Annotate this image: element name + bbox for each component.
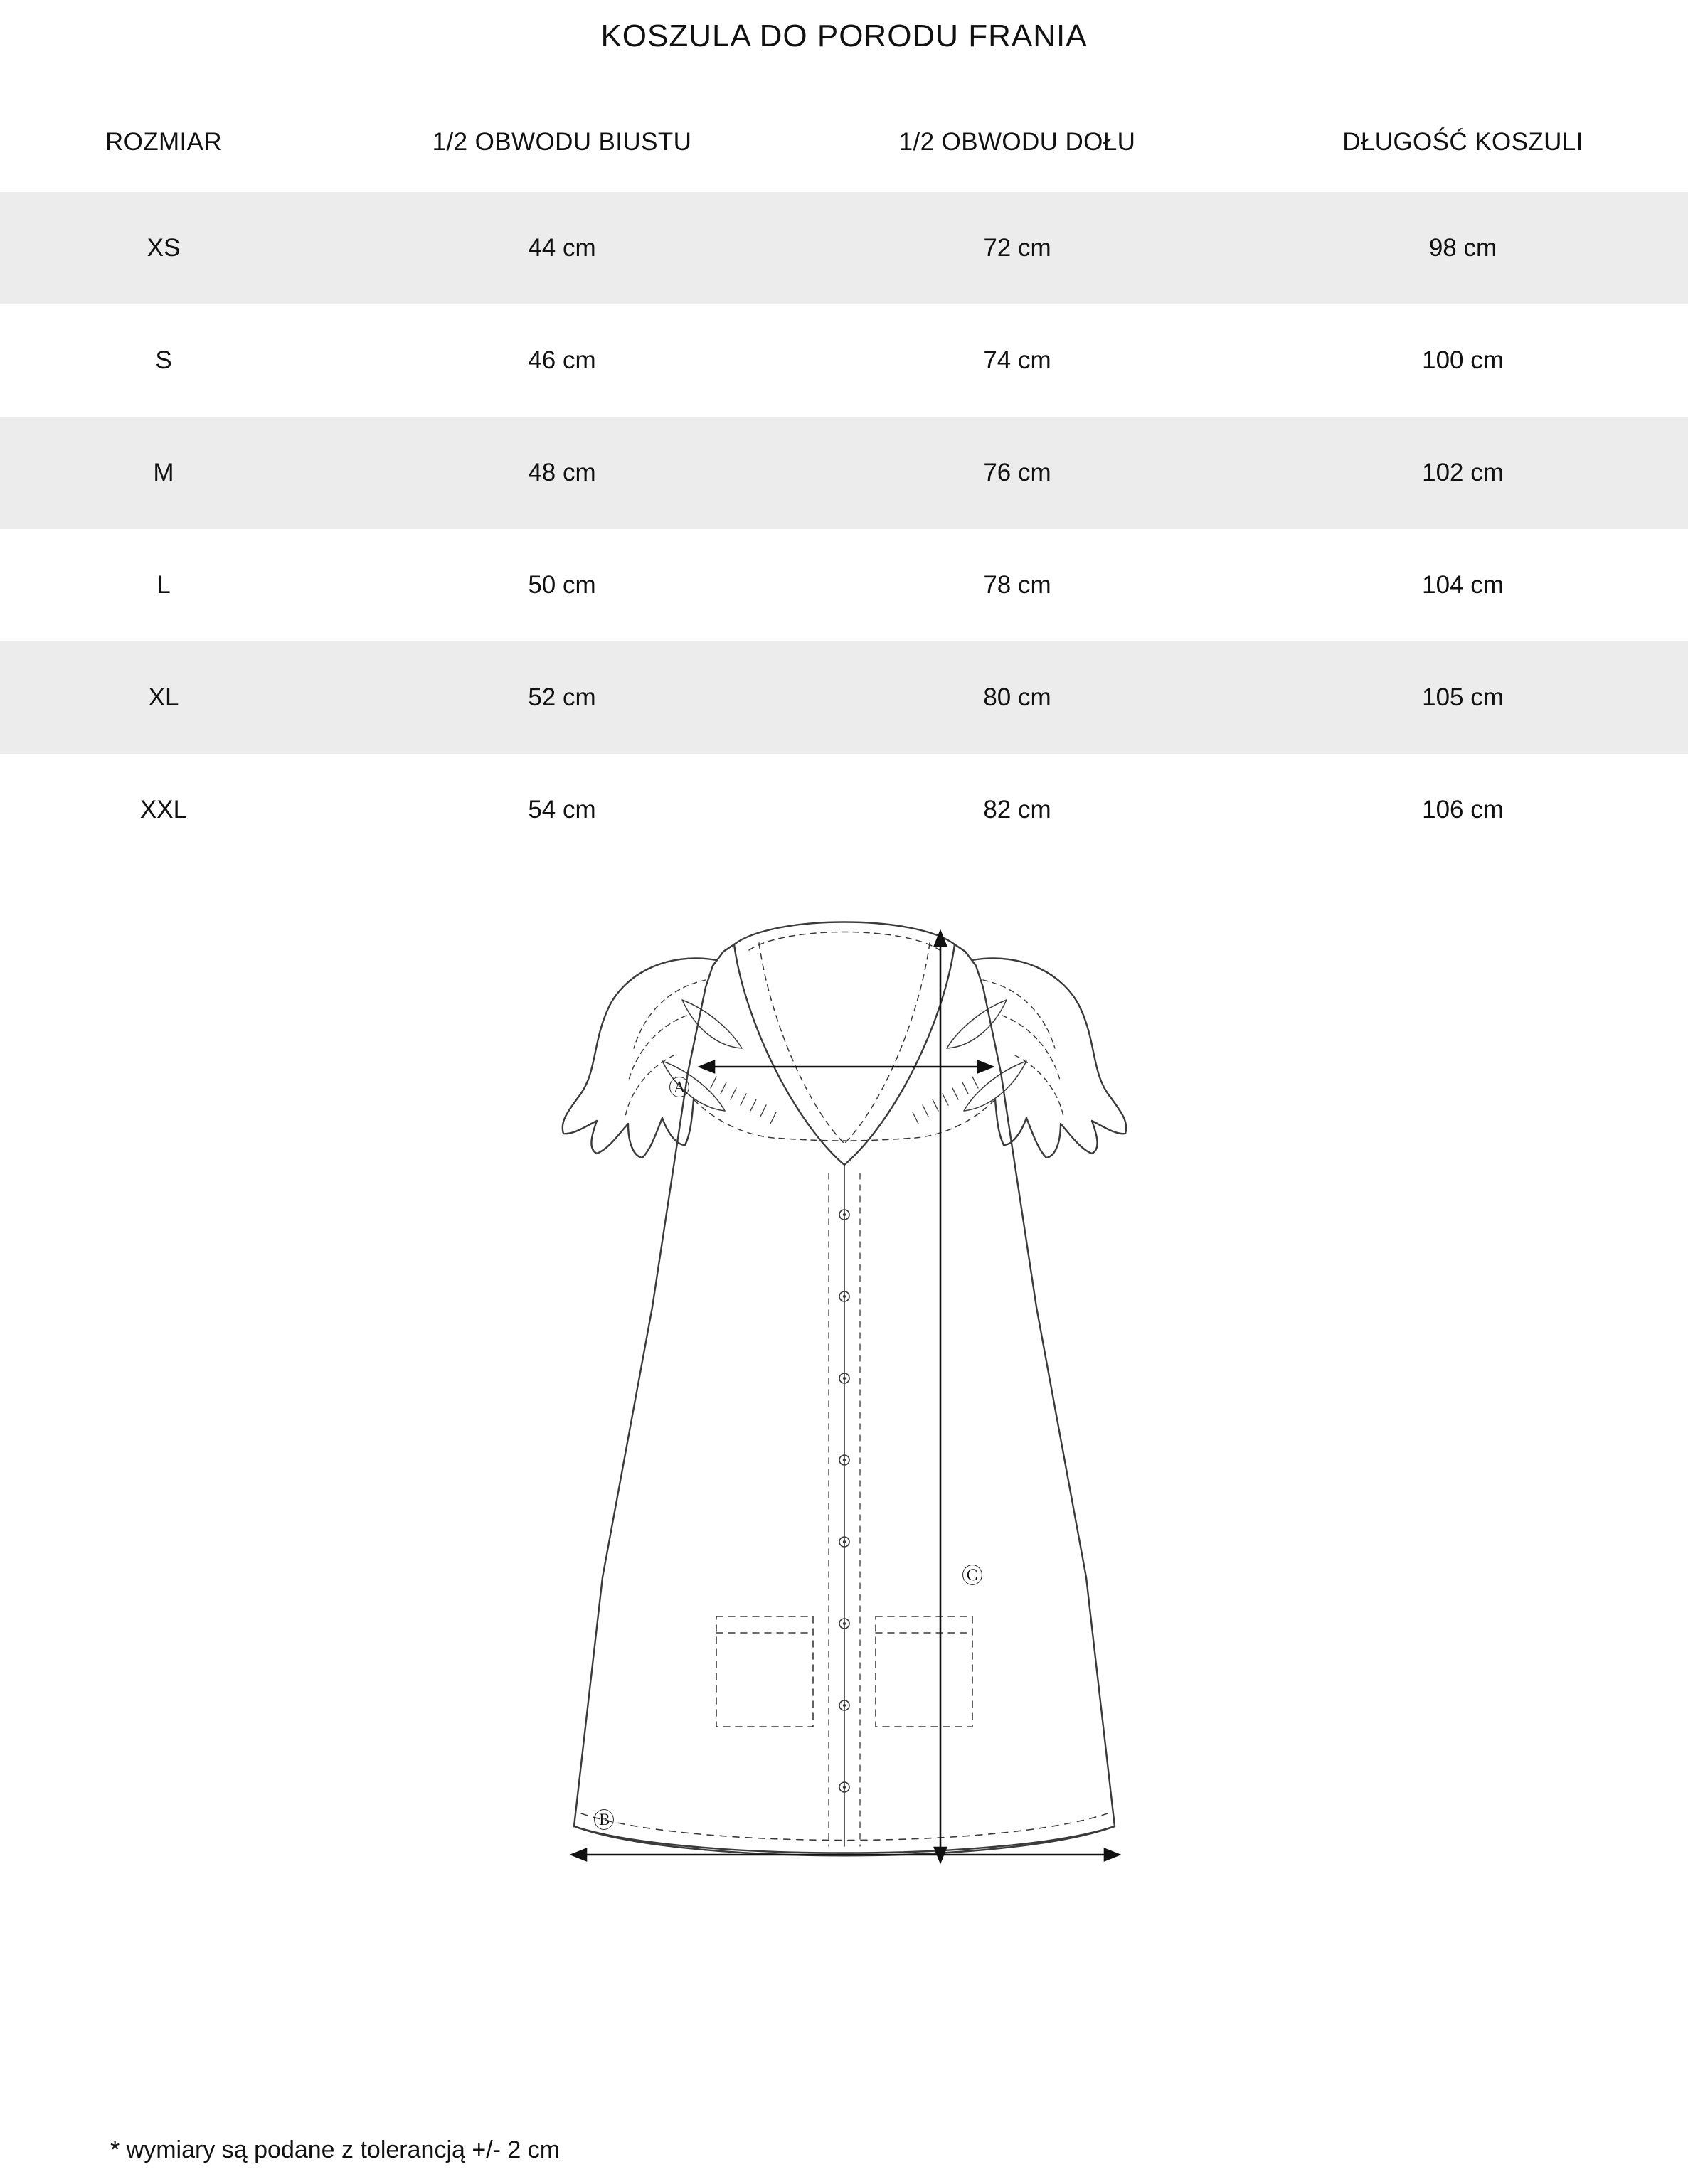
cell-bust: 44 cm [528,234,596,262]
cell-bottom: 76 cm [983,459,1051,486]
table-row [0,304,1688,417]
column-header-size: ROZMIAR [105,128,223,156]
cell-length: 104 cm [1422,571,1504,599]
column-header-length: DŁUGOŚĆ KOSZULI [1342,128,1583,156]
table-header-row [0,128,1688,192]
garment-technical-drawing [346,909,1342,2075]
cell-size: XL [148,683,179,711]
cell-size: XS [147,234,181,262]
cell-length: 102 cm [1422,459,1504,486]
marker-c-label: Ⓒ [961,1565,983,1588]
cell-bust: 46 cm [528,346,596,374]
cell-bottom: 82 cm [983,796,1051,824]
cell-size: S [155,346,172,374]
marker-b-label: Ⓑ [593,1809,615,1833]
cell-bust: 54 cm [528,796,596,824]
cell-bust: 48 cm [528,459,596,486]
table-row [0,754,1688,866]
cell-bust: 50 cm [528,571,596,599]
marker-a-label: Ⓐ [668,1077,690,1100]
column-header-bust: 1/2 OBWODU BIUSTU [432,128,692,156]
cell-bottom: 74 cm [983,346,1051,374]
table-row [0,417,1688,529]
cell-bottom: 78 cm [983,571,1051,599]
page-title: KOSZULA DO PORODU FRANIA [600,18,1088,53]
cell-size: L [156,571,171,599]
cell-bottom: 80 cm [983,683,1051,711]
column-header-bottom: 1/2 OBWODU DOŁU [898,128,1136,156]
tolerance-note: * wymiary są podane z tolerancją +/- 2 cm [110,2136,561,2163]
cell-size: XXL [139,796,188,824]
table-row [0,529,1688,641]
table-row [0,641,1688,754]
size-table [0,128,1688,866]
garment-diagram [0,909,1688,2075]
cell-bottom: 72 cm [983,234,1051,262]
table-row [0,192,1688,304]
cell-bust: 52 cm [528,683,596,711]
cell-length: 98 cm [1428,234,1497,262]
cell-length: 105 cm [1422,683,1504,711]
cell-length: 100 cm [1422,346,1504,374]
cell-size: M [153,459,174,486]
cell-length: 106 cm [1422,796,1504,824]
